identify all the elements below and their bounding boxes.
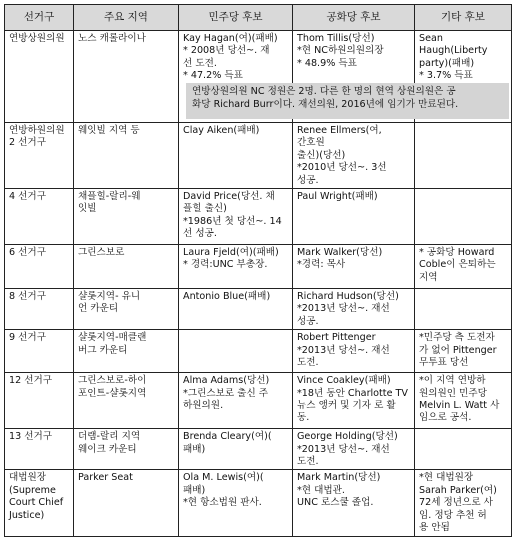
dem-candidate-cell [179, 189, 293, 245]
dem-candidate-cell [179, 330, 293, 373]
region-cell [74, 330, 179, 373]
cell-line: Kay Hagan(여)(패배) [183, 33, 278, 44]
dem-candidate-cell [179, 429, 293, 470]
cell-line: Alma Adams(당선) [183, 375, 270, 387]
cell-line: *경력: 목사 [297, 259, 346, 271]
cell-line: *현 NC하원의원의장 [297, 45, 384, 57]
table-row [5, 189, 512, 245]
cell-line: *이 지역 연방하 [419, 375, 486, 387]
cell-line: Renee Ellmers(여, 간호원 [297, 125, 385, 149]
rep-candidate-cell [293, 330, 415, 373]
cell-line: 뉴스 앵커 및 기자 로 활 [297, 400, 396, 412]
cell-line: David Price(당선. 채 [183, 191, 275, 203]
district-cell [5, 189, 74, 245]
header-district: 선거구 [5, 5, 74, 31]
rep-candidate-cell [293, 470, 415, 536]
cell-line: Sean [419, 33, 443, 44]
cell-line: 샬롯지역- 유니 [78, 291, 141, 303]
region-cell [74, 189, 179, 245]
rep-candidate-cell [293, 189, 415, 245]
district-cell [5, 245, 74, 289]
cell-line: 버그 카운티 [78, 344, 128, 356]
other-candidate-cell [415, 330, 512, 373]
cell-line: * 2008년 당선~. 재 [183, 45, 270, 57]
header-other-candidate: 기타 후보 [415, 5, 512, 31]
cell-line: 언 카운티 [78, 303, 119, 315]
cell-line: George Holding(당선) [297, 431, 398, 443]
cell-line: *현 항소법원 판사. [183, 497, 262, 509]
district-cell [5, 289, 74, 330]
cell-line: Mark Walker(당선) [297, 247, 383, 259]
cell-line: *2013년 당선~. 재선 도전. [297, 344, 393, 369]
other-candidate-cell [415, 289, 512, 330]
cell-line: *현 대법원장 [419, 472, 474, 484]
cell-line: 연방하원의원 [9, 125, 65, 136]
cell-line: *1986년 첫 당선~. 14 [183, 215, 282, 227]
cell-line: *2013년 당선~. 재선 도전. [297, 443, 393, 468]
cell-line: 더램-랄리 지역 [78, 431, 141, 443]
cell-line: Court Chief [9, 497, 64, 509]
cell-line: 용 안됨 [419, 522, 450, 534]
cell-line: 플힐 출신) [183, 203, 227, 215]
cell-line: 그린스보로-하이 [78, 375, 147, 387]
cell-line: 동. [297, 412, 310, 424]
cell-line: 선 성공. [183, 228, 217, 240]
cell-line: 패배) [183, 443, 206, 455]
cell-line: 잇빌 [78, 203, 97, 215]
cell-line: 포인트-샬롯지역 [78, 387, 147, 399]
cell-line: Coble이 은퇴하는 [419, 259, 496, 271]
senate-note-box [186, 83, 509, 119]
cell-line: Melvin L. Watt 사 [419, 400, 500, 412]
cell-line: Thom Tillis(당선) [297, 33, 375, 44]
cell-line: *2010년 당선~. 3선 성공. [297, 162, 390, 186]
table-row [5, 330, 512, 373]
cell-line: * 3.7% 득표 [419, 70, 473, 82]
cell-line: 6 선거구 [9, 247, 46, 259]
region-cell [74, 429, 179, 470]
district-cell [5, 123, 74, 189]
other-candidate-cell [415, 189, 512, 245]
cell-line: * 공화당 Howard [419, 247, 495, 259]
cell-line: 임으로 공석. [419, 412, 472, 424]
other-candidate-cell [415, 470, 512, 536]
cell-line: * 48.9% 득표 [297, 57, 357, 69]
header-dem-candidate: 민주당 후보 [179, 5, 293, 31]
cell-line: 가 없어 Pittenger [419, 344, 497, 356]
cell-line: Sarah Parker(여) [419, 484, 497, 496]
table-row [5, 289, 512, 330]
cell-line: 9 선거구 [9, 332, 46, 344]
cell-line: 노스 캐롤라이나 [78, 33, 146, 44]
cell-line: UNC 로스쿨 졸업. [297, 497, 374, 509]
cell-line: 웨잇빌 지역 등 [78, 125, 140, 136]
district-cell [5, 330, 74, 373]
cell-line: Robert Pittenger [297, 332, 376, 344]
cell-line: 웨이크 카운티 [78, 443, 137, 455]
cell-line: 출신)(당선) [297, 149, 346, 161]
cell-line: 임. 정당 추천 허 [419, 509, 487, 521]
cell-line: 연방상원의원 [9, 33, 65, 44]
other-candidate-cell [415, 429, 512, 470]
cell-line: 무투표 당선 [419, 357, 469, 369]
rep-candidate-cell [293, 245, 415, 289]
dem-candidate-cell [179, 123, 293, 189]
other-candidate-cell [415, 373, 512, 429]
cell-line: 대법원장 [9, 472, 47, 484]
cell-line: 8 선거구 [9, 291, 46, 303]
cell-line: party)(패배) [419, 57, 475, 69]
cell-line: *그린스보로 출신 주 [183, 387, 269, 399]
cell-line: (Supreme [9, 484, 56, 496]
cell-line: 패배) [183, 484, 206, 496]
table-row [5, 123, 512, 189]
cell-line: Vince Coakley(패배) [297, 375, 391, 387]
cell-line: 원의원인 민주당 [419, 387, 487, 399]
dem-candidate-cell [179, 245, 293, 289]
rep-candidate-cell [293, 123, 415, 189]
district-cell [5, 373, 74, 429]
table-row [5, 245, 512, 289]
cell-line: Haugh(Liberty [419, 45, 488, 57]
cell-line: Mark Martin(당선) [297, 472, 381, 484]
cell-line: 하원의원. [183, 400, 224, 412]
district-cell [5, 429, 74, 470]
dem-candidate-cell [179, 289, 293, 330]
header-row [5, 5, 512, 31]
cell-line: Clay Aiken(패배) [183, 125, 260, 136]
rep-candidate-cell [293, 429, 415, 470]
cell-line: * 47.2% 득표 [183, 70, 243, 82]
region-cell [74, 470, 179, 536]
cell-line: 채플힐-랄리-웨 [78, 191, 141, 203]
cell-line: *현 대법관. [297, 484, 345, 496]
cell-line: 12 선거구 [9, 375, 53, 387]
cell-line: *2013년 당선~. 재선 성공. [297, 303, 393, 327]
cell-line: 72세 정년으로 사 [419, 497, 493, 509]
dem-candidate-cell [179, 373, 293, 429]
header-region: 주요 지역 [74, 5, 179, 31]
cell-line: 지역 [419, 271, 438, 283]
region-cell [74, 289, 179, 330]
cell-line: Ola M. Lewis(여)( [183, 472, 264, 484]
other-candidate-cell [415, 245, 512, 289]
cell-line: * 경력:UNC 부총장. [183, 259, 268, 271]
table-row [5, 470, 512, 536]
cell-line: 13 선거구 [9, 431, 53, 443]
cell-line: Richard Hudson(당선) [297, 291, 399, 303]
note-line: 화당 Richard Burr이다. 재선의원, 2016년에 임기가 만료된다. [192, 99, 459, 110]
cell-line: Laura Fjeld(여)(패배) [183, 247, 279, 259]
cell-line: 그린스보로 [78, 247, 125, 259]
table-row [5, 429, 512, 470]
cell-line: Parker Seat [78, 472, 133, 484]
cell-line: *18년 동안 Charlotte TV [297, 387, 408, 399]
district-cell [5, 31, 74, 123]
rep-candidate-cell [293, 373, 415, 429]
note-line: 연방상원의원 NC 정원은 2명. 다른 한 명의 현역 상원의원은 공 [192, 86, 456, 97]
rep-candidate-cell [293, 289, 415, 330]
region-cell [74, 373, 179, 429]
header-rep-candidate: 공화당 후보 [293, 5, 415, 31]
cell-line: Antonio Blue(패배) [183, 291, 271, 303]
cell-line: Paul Wright(패배) [297, 191, 378, 203]
other-candidate-cell [415, 123, 512, 189]
region-cell [74, 123, 179, 189]
cell-line: 샬롯지역-매클랜 [78, 332, 147, 344]
cell-line: 4 선거구 [9, 191, 46, 203]
cell-line: Justice) [9, 509, 45, 521]
region-cell [74, 31, 179, 123]
cell-line: Brenda Cleary(여)( [183, 431, 272, 443]
cell-line: *민주당 측 도전자 [419, 332, 495, 344]
cell-line: 선 도전. [183, 57, 217, 69]
region-cell [74, 245, 179, 289]
cell-line: 2 선거구 [9, 137, 46, 149]
table-row [5, 373, 512, 429]
dem-candidate-cell [179, 470, 293, 536]
district-cell [5, 470, 74, 536]
